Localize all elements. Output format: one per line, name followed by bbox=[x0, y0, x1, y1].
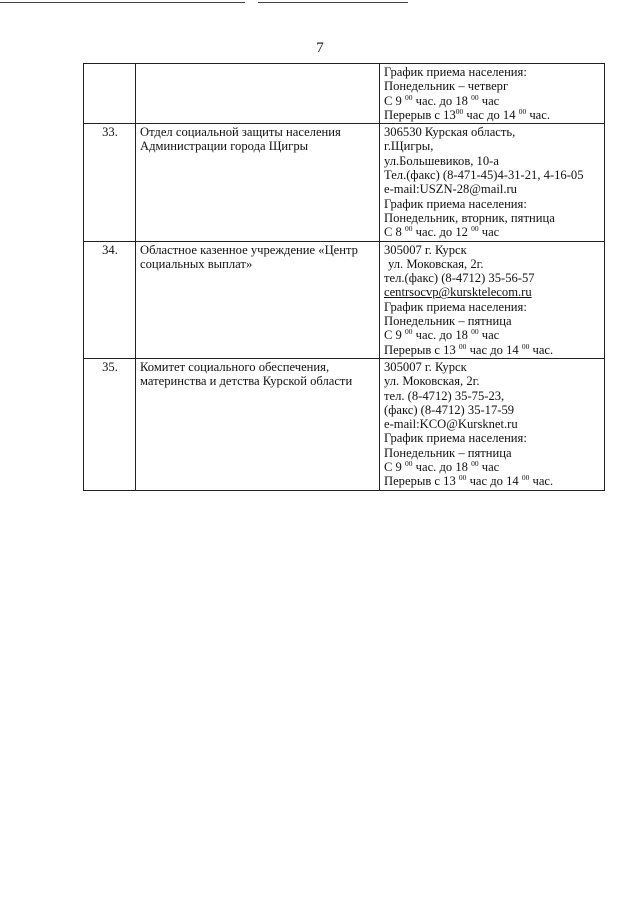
schedule-title: График приема населения: bbox=[384, 299, 527, 314]
schedule-break: Перерыв с 13 $^{00}$ час до 14 $^{00}$ час. bbox=[384, 341, 554, 357]
table-row bbox=[84, 358, 605, 490]
phone: тел. (8-4712) 35-75-23, bbox=[384, 388, 505, 403]
phone: Тел.(факс) (8-471-45)4-31-21, 4-16-05 bbox=[384, 168, 584, 183]
contact-info bbox=[380, 358, 605, 490]
row-number: 34. bbox=[84, 241, 136, 358]
schedule-title: График приема населения: bbox=[384, 65, 527, 79]
address-line: 306530 Курская область, bbox=[384, 125, 516, 140]
schedule-days: Понедельник, вторник, пятница bbox=[384, 210, 555, 225]
email: e-mail:KCO@Kursknet.ru bbox=[384, 417, 518, 432]
table-row bbox=[84, 124, 605, 241]
contact-info bbox=[380, 124, 605, 241]
schedule-hours: С 9 $^{00}$ час. до 18 $^{00}$ час bbox=[384, 92, 500, 108]
institution-name: Отдел социальной защиты населения Администрации города Щигры bbox=[136, 124, 380, 241]
contact-info bbox=[380, 241, 605, 358]
address-line: ул.Большевиков, 10-а bbox=[384, 153, 499, 168]
schedule-break: Перерыв с 13 $^{00}$ час до 14 $^{00}$ час. bbox=[384, 473, 554, 489]
address-line: г.Щигры, bbox=[384, 139, 434, 154]
schedule-days: Понедельник – пятница bbox=[384, 445, 512, 460]
schedule-hours: С 9 $^{00}$ час. до 18 $^{00}$ час bbox=[384, 459, 500, 475]
email: e-mail:USZN-28@mail.ru bbox=[384, 182, 517, 197]
contact-info bbox=[380, 64, 605, 124]
email-link[interactable]: centrsocvp@kursktelecom.ru bbox=[384, 285, 532, 300]
address-line: ул. Моковская, 2г. bbox=[388, 256, 484, 271]
institution-name bbox=[136, 64, 380, 124]
row-number bbox=[84, 64, 136, 124]
top-scan-rule-left bbox=[0, 2, 245, 3]
page-number: 7 bbox=[316, 40, 324, 56]
institution-name: Областное казенное учреждение «Центр социальных выплат» bbox=[136, 241, 380, 358]
schedule-days: Понедельник – пятница bbox=[384, 314, 512, 329]
address-line: 305007 г. Курск bbox=[384, 359, 467, 374]
address-line: ул. Моковская, 2г. bbox=[384, 374, 480, 389]
schedule-hours: С 9 $^{00}$ час. до 18 $^{00}$ час bbox=[384, 327, 500, 343]
schedule-days: Понедельник – четверг bbox=[384, 79, 509, 94]
institution-name: Комитет социального обеспечения, материнства и детства Курской области bbox=[136, 358, 380, 490]
schedule-break: Перерыв с $13^{00}$ час до 14 $^{00}$ час. bbox=[384, 106, 551, 122]
row-number: 35. bbox=[84, 358, 136, 490]
phone: тел.(факс) (8-4712) 35-56-57 bbox=[384, 271, 535, 286]
row-number: 33. bbox=[84, 124, 136, 241]
table-row bbox=[84, 64, 605, 124]
schedule-title: График приема населения: bbox=[384, 431, 527, 446]
address-line: 305007 г. Курск bbox=[384, 242, 467, 257]
fax: (факс) (8-4712) 35-17-59 bbox=[384, 402, 515, 417]
table-row bbox=[84, 241, 605, 358]
schedule-hours: С 8 $^{00}$ час. до 12 $^{00}$ час bbox=[384, 224, 500, 240]
schedule-title: График приема населения: bbox=[384, 196, 527, 211]
institutions-table bbox=[83, 63, 605, 491]
top-scan-rule-right bbox=[258, 2, 408, 3]
